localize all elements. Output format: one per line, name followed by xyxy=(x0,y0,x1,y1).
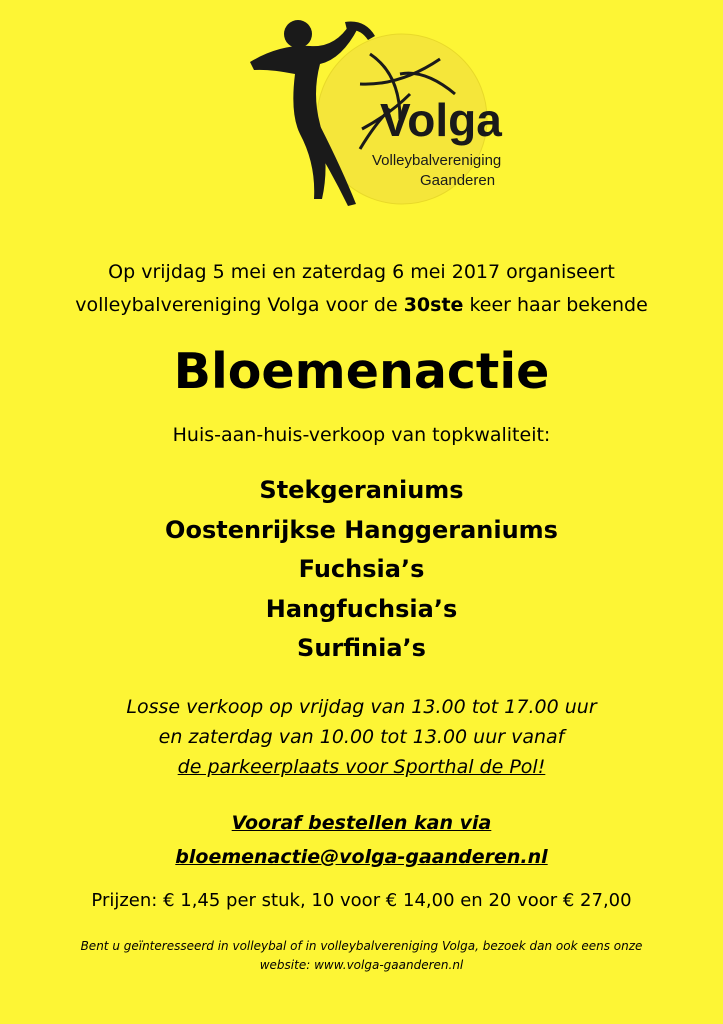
flower-list xyxy=(0,471,723,669)
intro-text xyxy=(20,256,703,322)
subtitle: Huis-aan-huis-verkoop van topkwaliteit: xyxy=(172,424,551,446)
footer-line1: Bent u geïnteresseerd in volleybal of in volleybalvereniging Volga, bezoek dan ook eens onze xyxy=(80,939,643,953)
sale-line2: en zaterdag van 10.00 tot 13.00 uur vanaf xyxy=(158,726,565,748)
list-item: Hangfuchsia’s xyxy=(265,594,458,623)
sale-line1: Losse verkoop op vrijdag van 13.00 tot 17.00 uur xyxy=(126,696,597,718)
volga-logo xyxy=(250,14,520,214)
intro-line2: volleybalvereniging Volga voor de 30ste keer haar bekende xyxy=(75,294,648,316)
footer-website-link[interactable]: website: www.volga-gaanderen.nl xyxy=(259,958,464,972)
order-line1: Vooraf bestellen kan via xyxy=(231,812,492,834)
order-email-link[interactable]: bloemenactie@volga-gaanderen.nl xyxy=(175,846,548,868)
prices: Prijzen: € 1,45 per stuk, 10 voor € 14,00 en 20 voor € 27,00 xyxy=(91,890,632,911)
logo-name: Volga xyxy=(380,94,502,146)
sale-location: de parkeerplaats voor Sporthal de Pol! xyxy=(177,756,546,778)
logo-line1: Volleybalvereniging xyxy=(372,152,502,169)
intro-bold: 30ste xyxy=(403,294,464,316)
logo-line2: Gaanderen xyxy=(420,172,496,189)
list-item: Oostenrijkse Hanggeraniums xyxy=(165,515,558,544)
list-item: Fuchsia’s xyxy=(298,555,425,583)
intro-line1: Op vrijdag 5 mei en zaterdag 6 mei 2017 organiseert xyxy=(108,261,615,283)
list-item: Stekgeraniums xyxy=(259,476,464,504)
list-item: Surfinia’s xyxy=(297,634,426,662)
order-info xyxy=(0,806,723,874)
sale-info xyxy=(0,692,723,782)
page-title: Bloemenactie xyxy=(173,343,550,400)
footer-note xyxy=(10,937,713,975)
